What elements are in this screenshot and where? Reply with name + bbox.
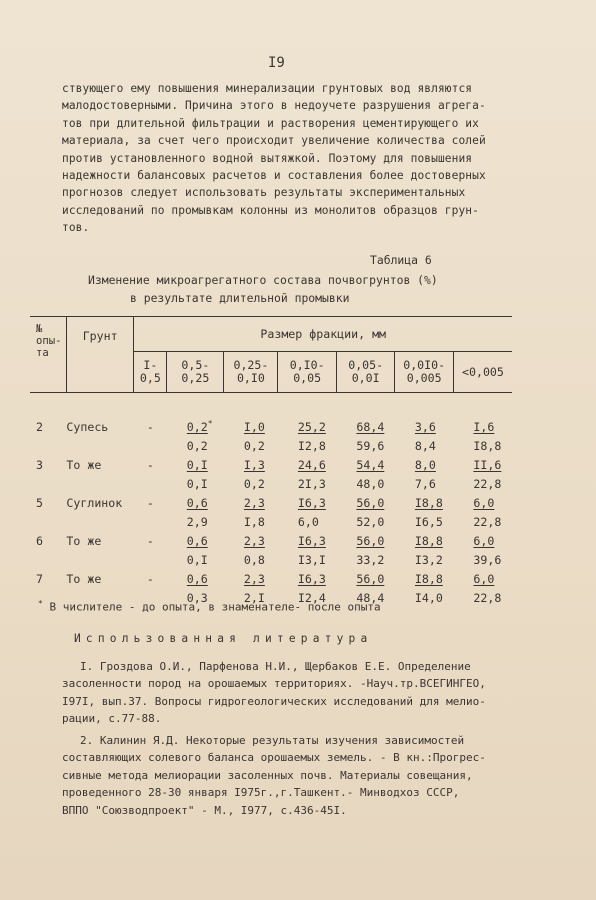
reference-line: I. Гроздова О.И., Парфенова Н.И., Щербаков Е.Е. Определение: [80, 660, 471, 673]
cell-after: 0,2: [243, 476, 265, 491]
cell-before: 2,3: [243, 533, 265, 548]
cell-before: 0,I: [186, 457, 208, 472]
cell-before: 2,3: [243, 571, 265, 586]
cell-dash: -: [146, 419, 154, 434]
reference-line: сивные метода мелиорации засоленных почв. Материалы совещания,: [62, 768, 473, 782]
cell-after: 48,4: [356, 590, 385, 605]
intro-line: надежности балансовых расчетов и составления более достоверных: [62, 169, 486, 183]
intro-line: ствующего ему повышения минерализации грунтовых вод являются: [62, 82, 473, 95]
intro-paragraph: [62, 80, 532, 237]
cell-after: 7,6: [414, 476, 436, 491]
cell-before: 2,3: [243, 495, 265, 510]
table-row: [30, 474, 512, 493]
footnote-text: В числителе - до опыта, в знаменателе- после опыта: [49, 600, 381, 614]
cell-soil: Супесь: [66, 419, 109, 434]
cell-before: 3,6: [414, 419, 436, 434]
header-fraction: 0,25- 0,I0: [224, 352, 278, 393]
cell-dash: -: [146, 571, 154, 586]
cell-after: I3,I: [297, 552, 326, 567]
cell-soil: То же: [66, 533, 102, 548]
intro-line: тов.: [62, 221, 90, 235]
cell-after: 48,0: [356, 476, 385, 491]
cell-before: 8,0: [414, 457, 436, 472]
cell-after: 8,4: [414, 438, 436, 453]
table-row: [30, 436, 512, 455]
cell-dash: -: [146, 495, 154, 510]
reference-line: проведенного 28-30 января I975г.,г.Ташкент.- Минводхоз СССР,: [62, 786, 460, 800]
intro-line: малодостоверными. Причина этого в недоучете разрушения агрега-: [62, 99, 486, 113]
cell-after: 52,0: [356, 514, 385, 529]
cell-before: 0,6: [186, 495, 208, 510]
cell-after: 39,6: [473, 552, 502, 567]
cell-after: I2,8: [297, 438, 326, 453]
table-row: [30, 531, 512, 550]
cell-before: 6,0: [473, 571, 495, 586]
intro-line: тов при длительной фильтрации и растворения цементирующего их: [62, 116, 479, 130]
cell-number: 2: [36, 419, 43, 434]
cell-after: 0,3: [186, 590, 208, 605]
header-fraction: <0,005: [453, 352, 512, 393]
cell-after: I4,0: [414, 590, 443, 605]
cell-after: 0,8: [243, 552, 265, 567]
header-fraction-size: Размер фракции, мм: [134, 317, 512, 352]
cell-before: 56,0: [356, 571, 385, 586]
header-fraction: 0,I0- 0,05: [278, 352, 337, 393]
table-footnote: [38, 599, 381, 614]
header-fraction: I-0,5: [134, 352, 167, 393]
reference-2: [62, 732, 532, 819]
cell-after: 0,2: [186, 438, 208, 453]
cell-before: I6,3: [297, 533, 326, 548]
cell-before: 0,6: [186, 533, 208, 548]
table-title: [88, 271, 438, 307]
cell-number: 3: [36, 457, 43, 472]
cell-before: I8,8: [414, 495, 443, 510]
cell-before: 56,0: [356, 533, 385, 548]
cell-after: I2,4: [297, 590, 326, 605]
cell-after: I,8: [243, 514, 265, 529]
table-row: [30, 512, 512, 531]
cell-number: 6: [36, 533, 43, 548]
cell-number: 5: [36, 495, 43, 510]
reference-line: ВППО "Союзводпроект" - М., I977, с.436-45I.: [62, 803, 347, 817]
table-row: [30, 569, 512, 588]
footnote-mark: *: [38, 599, 43, 608]
footnote-mark: *: [207, 419, 213, 429]
cell-after: 59,6: [356, 438, 385, 453]
cell-soil: Суглинок: [66, 495, 123, 510]
cell-after: 6,0: [297, 514, 319, 529]
header-fraction: 0,5- 0,25: [167, 352, 224, 393]
table-row: [30, 493, 512, 512]
cell-dash: -: [146, 533, 154, 548]
table-title-line: Изменение микроагрегатного состава почвогрунтов (%): [88, 273, 438, 287]
reference-line: I97I, вып.37. Вопросы гидрогеологических исследований для мелио-: [62, 694, 486, 708]
intro-line: против установленного водной вытяжкой. Поэтому для повышения: [62, 151, 473, 165]
header-soil: Грунт: [66, 317, 134, 393]
cell-after: 2,9: [186, 514, 208, 529]
cell-before: I,6: [473, 419, 495, 434]
intro-line: исследований по промывкам колонны из монолитов образцов грун-: [62, 203, 479, 217]
reference-line: рации, с.77-88.: [62, 712, 162, 726]
intro-line: прогнозов следует использовать результаты экспериментальных: [62, 186, 466, 200]
header-fraction: 0,05- 0,0I: [336, 352, 395, 393]
cell-after: 0,2: [243, 438, 265, 453]
cell-before: I,0: [243, 419, 265, 434]
table-row: [30, 455, 512, 474]
header-num-line: опы-: [36, 335, 62, 347]
data-table: [30, 316, 512, 607]
cell-after: I3,2: [414, 552, 443, 567]
cell-before: II,6: [473, 457, 502, 472]
header-num-line: та: [36, 347, 49, 359]
intro-line: материала, за счет чего происходит увеличение количества солей: [62, 134, 486, 148]
cell-before: 24,6: [297, 457, 326, 472]
cell-before: I6,3: [297, 495, 326, 510]
cell-before: 56,0: [356, 495, 385, 510]
literature-title: Использованная литература: [74, 632, 373, 645]
table-row: [30, 550, 512, 569]
cell-after: 22,8: [473, 476, 502, 491]
cell-before: 25,2: [297, 419, 326, 434]
cell-after: 22,8: [473, 514, 502, 529]
cell-before: 54,4: [356, 457, 385, 472]
reference-1: [62, 658, 532, 728]
cell-after: I6,5: [414, 514, 443, 529]
table-row: [30, 417, 512, 436]
cell-soil: То же: [66, 571, 102, 586]
cell-after: 2I,3: [297, 476, 326, 491]
cell-before: I8,8: [414, 571, 443, 586]
cell-after: 0,I: [186, 476, 208, 491]
table-caption: Таблица 6: [370, 253, 432, 267]
cell-before: 6,0: [473, 533, 495, 548]
cell-dash: -: [146, 457, 154, 472]
cell-before: 68,4: [356, 419, 385, 434]
cell-after: 22,8: [473, 590, 502, 605]
cell-before: I8,8: [414, 533, 443, 548]
cell-before: I,3: [243, 457, 265, 472]
cell-number: 7: [36, 571, 43, 586]
reference-line: составляющих солевого баланса орошаемых земель. - В кн.:Прогрес-: [62, 751, 486, 765]
cell-soil: То же: [66, 457, 102, 472]
cell-after: I8,8: [473, 438, 502, 453]
header-fraction: 0,0I0- 0,005: [395, 352, 454, 393]
header-experiment-number: [30, 317, 66, 393]
cell-before: 0,2: [186, 419, 208, 434]
cell-after: 0,I: [186, 552, 208, 567]
reference-line: засоленности пород на орошаемых территориях. -Науч.тр.ВСЕГИНГЕО,: [62, 677, 486, 691]
page-number: I9: [268, 55, 285, 71]
cell-before: I6,3: [297, 571, 326, 586]
cell-before: 6,0: [473, 495, 495, 510]
cell-after: 2,I: [243, 590, 265, 605]
cell-after: 33,2: [356, 552, 385, 567]
table-title-line: в результате длительной промывки: [130, 291, 350, 305]
cell-before: 0,6: [186, 571, 208, 586]
reference-line: 2. Калинин Я.Д. Некоторые результаты изучения зависимостей: [80, 734, 465, 747]
header-num-line: №: [36, 323, 43, 335]
